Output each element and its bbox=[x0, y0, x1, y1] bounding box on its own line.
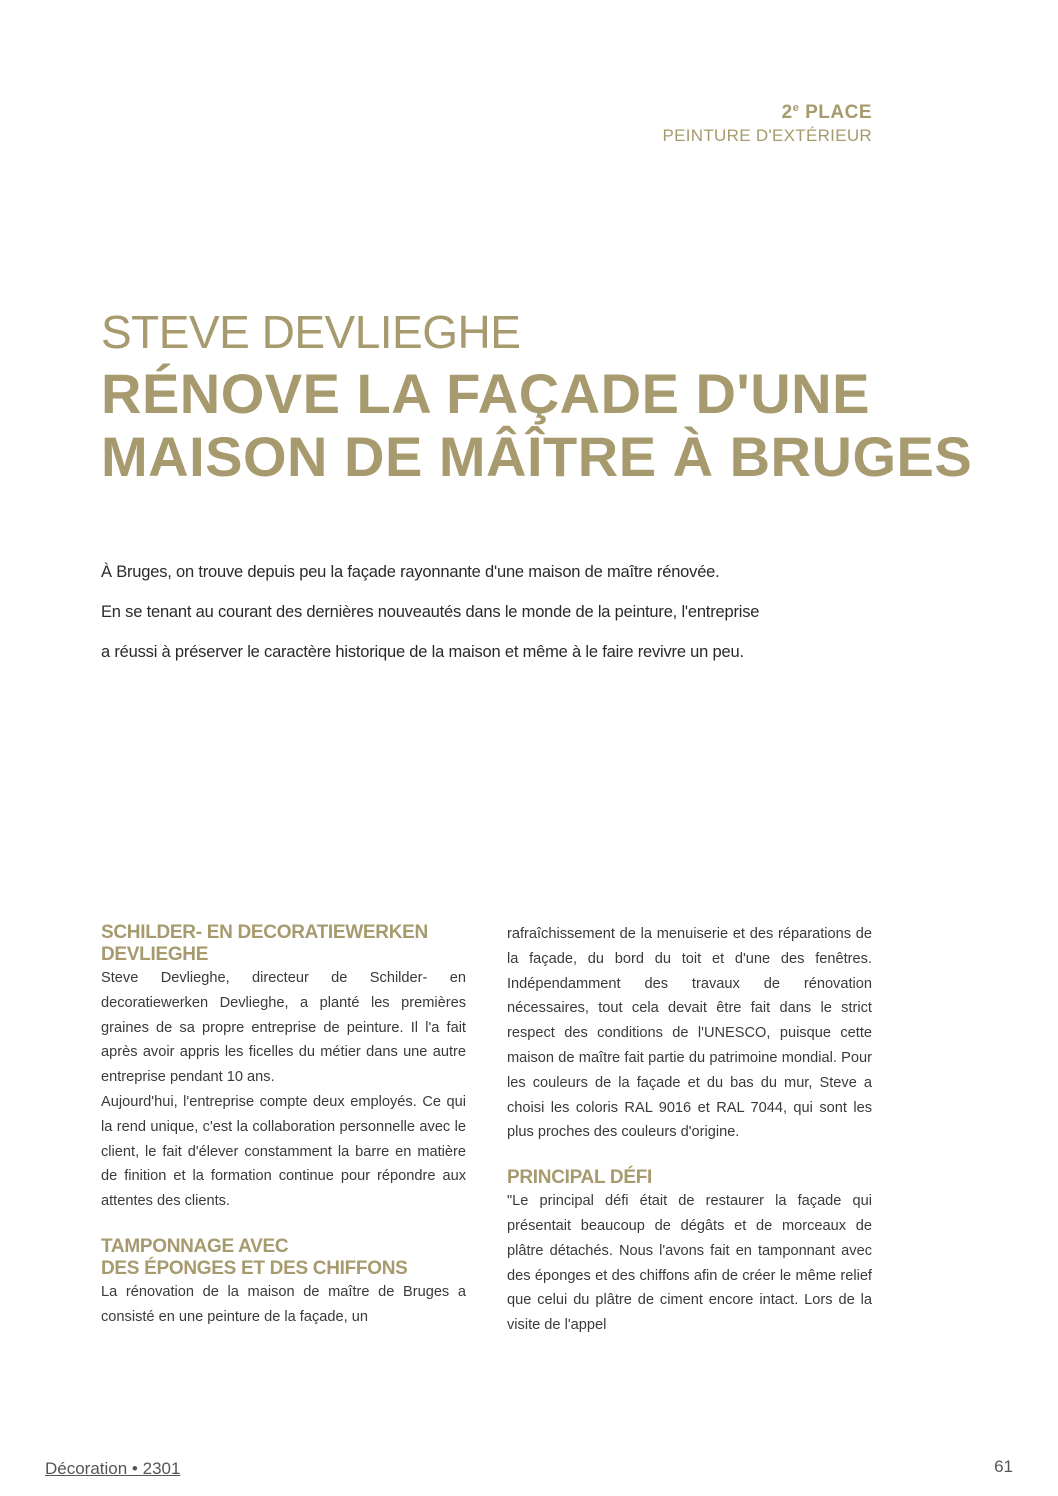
award-header bbox=[663, 96, 873, 147]
place-suffix: e bbox=[792, 102, 800, 114]
title-line-3: MAISON DE MÂÎTRE À BRUGES bbox=[101, 425, 973, 488]
heading-line: TAMPONNAGE AVEC bbox=[101, 1235, 289, 1257]
intro-paragraph bbox=[101, 552, 861, 672]
page-number: 61 bbox=[994, 1457, 1013, 1476]
right-column bbox=[507, 922, 872, 1338]
body-paragraph: La rénovation de la maison de maître de Bruges a consisté en une peinture de la façade, un bbox=[101, 1283, 466, 1325]
heading-line: SCHILDER- EN DECORATIEWERKEN bbox=[101, 922, 428, 943]
publication-link[interactable]: Décoration • 2301 bbox=[45, 1459, 181, 1478]
award-place bbox=[663, 96, 873, 125]
section-heading-company bbox=[101, 922, 466, 966]
body-paragraph: Steve Devlieghe, directeur de Schilder- en decoratiewerken Devlieghe, a planté les premières graines de sa propre entreprise de peinture. Il l'a fait après avoir appris les ficelles du métier dans une autre entreprise pendant 10 ans. bbox=[101, 970, 466, 1086]
place-number: 2 bbox=[781, 102, 793, 123]
intro-line: En se tenant au courant des dernières nouveautés dans le monde de la peinture, l'entreprise bbox=[101, 603, 760, 621]
body-paragraph: Aujourd'hui, l'entreprise compte deux employés. Ce qui la rend unique, c'est la collaboration personnelle avec le client, le fait d'élever constamment la barre en matière de finition et la formation continue pour répondre aux attentes des clients. bbox=[101, 1093, 466, 1210]
title-line-2: RÉNOVE LA FAÇADE D'UNE bbox=[101, 362, 870, 425]
title-line-name: STEVE DEVLIEGHE bbox=[101, 306, 521, 358]
intro-line: a réussi à préserver le caractère historique de la maison et même à le faire revivre un peu. bbox=[101, 643, 744, 661]
intro-line: À Bruges, on trouve depuis peu la façade rayonnante d'une maison de maître rénovée. bbox=[101, 563, 720, 581]
heading-line: DEVLIEGHE bbox=[101, 944, 209, 965]
place-word: PLACE bbox=[805, 102, 872, 123]
section-heading-defi: PRINCIPAL DÉFI bbox=[507, 1167, 652, 1189]
left-column bbox=[101, 922, 466, 1330]
body-paragraph: rafraîchissement de la menuiserie et des réparations de la façade, du bord du toit et d'une des fenêtres. Indépendamment des travaux de rénovation nécessaires, tout cela devait être fait dans le strict respect des conditions de l'UNESCO, puisque cette maison de maître fait partie du patrimoine mondial. Pour les couleurs de la façade et du bas du mur, Steve a choisi les coloris RAL 9016 et RAL 7044, qui sont les plus proches des couleurs d'origine. bbox=[507, 926, 872, 1141]
heading-line: DES ÉPONGES ET DES CHIFFONS bbox=[101, 1257, 408, 1279]
section-heading-tamponnage bbox=[101, 1236, 466, 1280]
award-category: PEINTURE D'EXTÉRIEUR bbox=[662, 126, 872, 145]
article-title bbox=[101, 306, 1001, 488]
body-paragraph: "Le principal défi était de restaurer la façade qui présentait beaucoup de dégâts et de morceaux de plâtre détachés. Nous l'avons fait en tamponnant avec des éponges et des chiffons afin de créer le même relief que celui du plâtre de ciment encore intact. Lors de la visite de l'appel bbox=[507, 1193, 872, 1334]
